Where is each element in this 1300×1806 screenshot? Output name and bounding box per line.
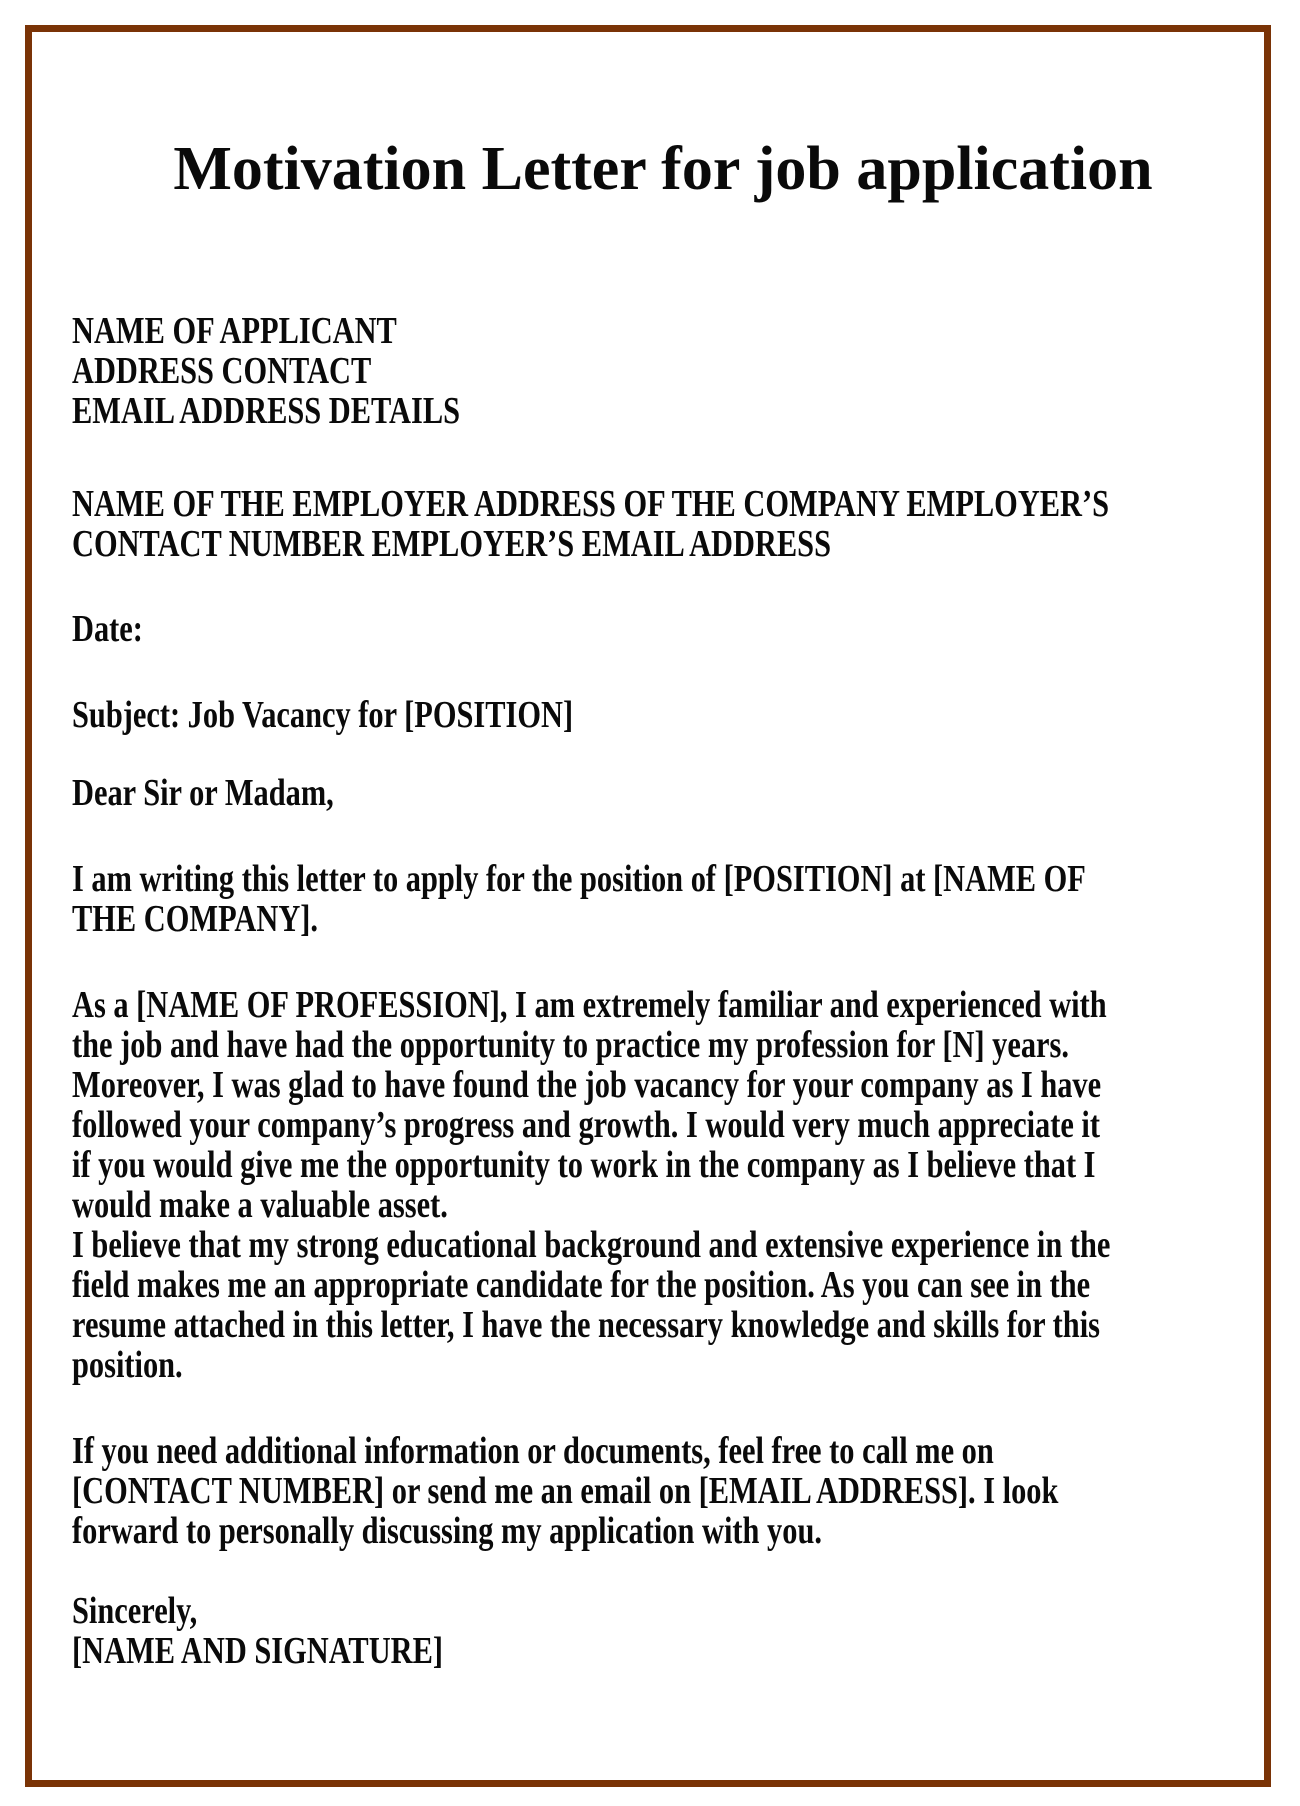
letter-body bbox=[72, 311, 1254, 1671]
paragraph-intro bbox=[72, 859, 1254, 939]
text-line: If you need additional information or documents, feel free to call me on bbox=[72, 1430, 994, 1472]
text-line: resume attached in this letter, I have the necessary knowledge and skills for this bbox=[72, 1304, 1100, 1346]
letter-page bbox=[25, 25, 1271, 1787]
text-line: Subject: Job Vacancy for [POSITION] bbox=[72, 694, 574, 736]
text-line: field makes me an appropriate candidate for the position. As you can see in the bbox=[72, 1264, 1091, 1306]
text-line: As a [NAME OF PROFESSION], I am extremely familiar and experienced with bbox=[72, 984, 1107, 1026]
text-line: forward to personally discussing my application with you. bbox=[72, 1510, 822, 1552]
date-line bbox=[72, 609, 1254, 649]
text-line: Dear Sir or Madam, bbox=[72, 772, 334, 814]
letter-title: Motivation Letter for job application bbox=[173, 135, 1153, 203]
salutation bbox=[72, 773, 1254, 813]
text-line: I am writing this letter to apply for the position of [POSITION] at [NAME OF bbox=[72, 858, 1086, 900]
employer-info bbox=[72, 484, 1254, 564]
text-line: NAME OF THE EMPLOYER ADDRESS OF THE COMPANY EMPLOYER’S bbox=[72, 483, 1110, 525]
paragraph-contact bbox=[72, 1431, 1254, 1551]
text-line: [CONTACT NUMBER] or send me an email on [EMAIL ADDRESS]. I look bbox=[72, 1470, 1059, 1512]
text-line: ADDRESS CONTACT bbox=[72, 350, 372, 392]
text-line: Moreover, I was glad to have found the job vacancy for your company as I have bbox=[72, 1064, 1102, 1106]
text-line: Sincerely, bbox=[72, 1590, 198, 1632]
applicant-info bbox=[72, 311, 1254, 431]
text-line: position. bbox=[72, 1344, 183, 1386]
text-line: THE COMPANY]. bbox=[72, 898, 318, 940]
text-line: EMAIL ADDRESS DETAILS bbox=[72, 390, 461, 432]
text-line: if you would give me the opportunity to work in the company as I believe that I bbox=[72, 1144, 1096, 1186]
text-line: the job and have had the opportunity to practice my profession for [N] years. bbox=[72, 1024, 1069, 1066]
text-line: followed your company’s progress and growth. I would very much appreciate it bbox=[72, 1104, 1101, 1146]
text-line: [NAME AND SIGNATURE] bbox=[72, 1630, 444, 1672]
closing bbox=[72, 1591, 1254, 1671]
text-line: I believe that my strong educational background and extensive experience in the bbox=[72, 1224, 1111, 1266]
paragraph-body bbox=[72, 985, 1254, 1385]
text-line: Date: bbox=[72, 608, 143, 650]
text-line: would make a valuable asset. bbox=[72, 1184, 448, 1226]
text-line: NAME OF APPLICANT bbox=[72, 310, 397, 352]
text-line: CONTACT NUMBER EMPLOYER’S EMAIL ADDRESS bbox=[72, 523, 831, 565]
subject-line bbox=[72, 695, 1254, 735]
